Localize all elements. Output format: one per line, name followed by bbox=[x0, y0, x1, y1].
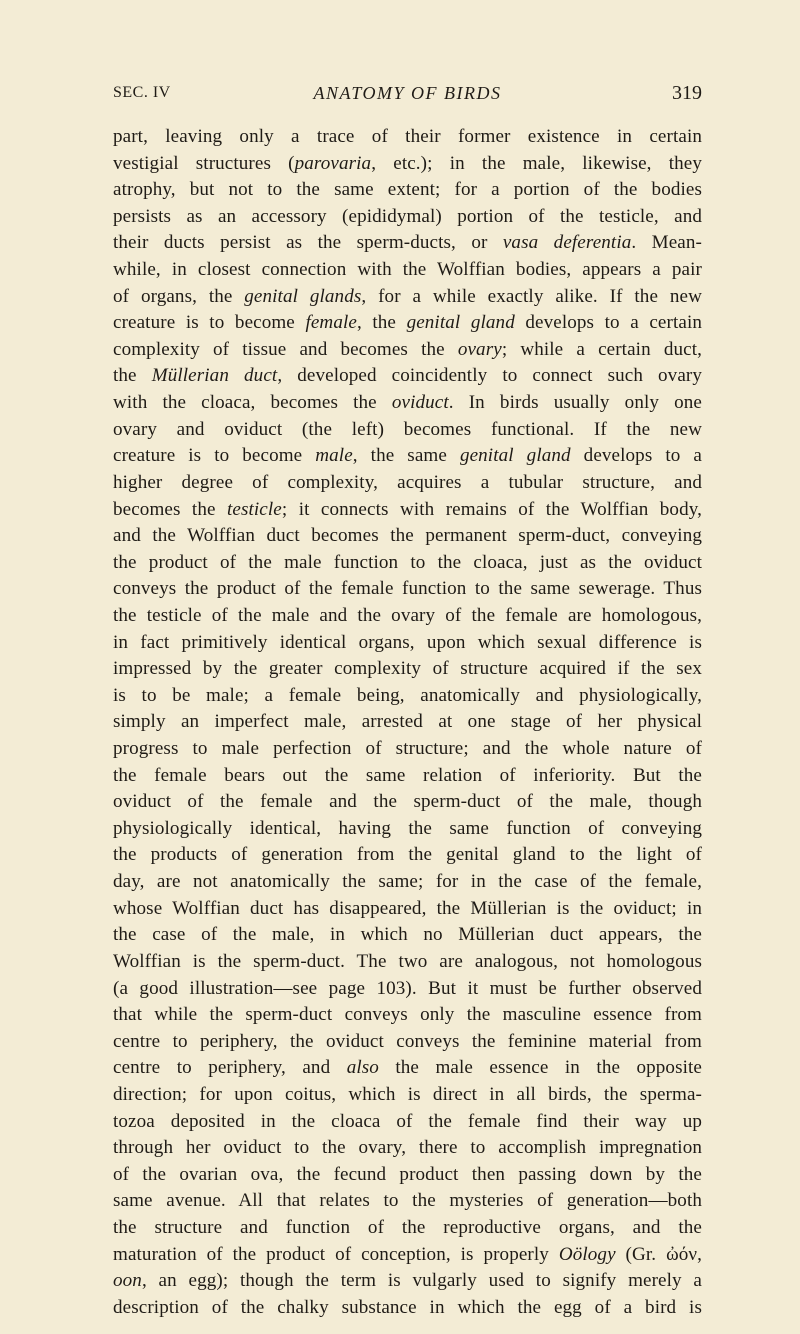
text-line: day, are not anatomically the same; for in the case of the female, bbox=[113, 871, 702, 893]
text-line: the product of the male function to the cloaca, just as the oviduct bbox=[113, 551, 702, 573]
text-line: their ducts persist as the sperm-ducts, or vasa deferentia. Mean- bbox=[113, 232, 702, 254]
text-line: conveys the product of the female function to the same sewerage. Thus bbox=[113, 578, 702, 600]
section-label: SEC. IV bbox=[113, 84, 171, 101]
text-line: impressed by the greater complexity of structure acquired if the sex bbox=[113, 658, 702, 680]
text-line: centre to periphery, and also the male essence in the opposite bbox=[113, 1057, 702, 1079]
text-line: (a good illustration—see page 103). But it must be further observed bbox=[113, 977, 702, 999]
text-line: description of the chalky substance in which the egg of a bird is bbox=[113, 1296, 702, 1318]
text-line: maturation of the product of conception, is properly Oölogy (Gr. ὠόν, bbox=[113, 1243, 703, 1265]
text-line: is to be male; a female being, anatomically and physiologically, bbox=[113, 684, 702, 706]
text-line: oviduct of the female and the sperm-duct of the male, though bbox=[113, 791, 702, 813]
text-line: creature is to become female, the genital gland develops to a certain bbox=[113, 312, 702, 334]
text-line: complexity of tissue and becomes the ovary; while a certain duct, bbox=[113, 338, 702, 360]
text-line: tozoa deposited in the cloaca of the female find their way up bbox=[113, 1110, 702, 1132]
text-line: through her oviduct to the ovary, there to accomplish impregnation bbox=[113, 1137, 702, 1159]
text-line: centre to periphery, the oviduct conveys the feminine material from bbox=[113, 1030, 702, 1052]
text-line: whose Wolffian duct has disappeared, the Müllerian is the oviduct; in bbox=[113, 897, 702, 919]
text-line: oon, an egg); though the term is vulgarly used to signify merely a bbox=[113, 1270, 702, 1292]
text-line: in fact primitively identical organs, upon which sexual difference is bbox=[113, 631, 702, 653]
text-line: part, leaving only a trace of their former existence in certain bbox=[113, 126, 702, 147]
running-title: ANATOMY OF BIRDS bbox=[313, 83, 502, 103]
text-line: Wolffian is the sperm-duct. The two are analogous, not homologous bbox=[113, 950, 702, 972]
text-line: while, in closest connection with the Wolffian bodies, appears a pair bbox=[113, 259, 702, 281]
text-line: the Müllerian duct, developed coincidently to connect such ovary bbox=[113, 365, 702, 387]
text-line: the products of generation from the genital gland to the light of bbox=[113, 844, 702, 866]
text-line: creature is to become male, the same genital gland develops to a bbox=[113, 445, 702, 467]
text-line: with the cloaca, becomes the oviduct. In birds usually only one bbox=[113, 392, 702, 414]
page-number: 319 bbox=[672, 82, 702, 104]
text-line: the structure and function of the reproductive organs, and the bbox=[113, 1216, 702, 1238]
running-header bbox=[113, 78, 702, 108]
text-line: ovary and oviduct (the left) becomes functional. If the new bbox=[113, 418, 702, 440]
text-line: that while the sperm-duct conveys only the masculine essence from bbox=[113, 1004, 702, 1026]
text-line: the female bears out the same relation of inferiority. But the bbox=[113, 764, 702, 786]
text-line: direction; for upon coitus, which is direct in all birds, the sperma- bbox=[113, 1083, 702, 1105]
body-paragraph bbox=[113, 124, 702, 1321]
text-line: the testicle of the male and the ovary of the female are homologous, bbox=[113, 604, 702, 626]
text-line: vestigial structures (parovaria, etc.); in the male, likewise, they bbox=[113, 152, 703, 174]
text-line: and the Wolffian duct becomes the permanent sperm-duct, conveying bbox=[113, 525, 702, 547]
text-line: of organs, the genital glands, for a while exactly alike. If the new bbox=[113, 285, 702, 307]
text-line: becomes the testicle; it connects with remains of the Wolffian body, bbox=[113, 498, 702, 520]
text-line: persists as an accessory (epididymal) portion of the testicle, and bbox=[113, 205, 702, 227]
text-line: higher degree of complexity, acquires a tubular structure, and bbox=[113, 471, 702, 493]
text-line: same avenue. All that relates to the mysteries of generation—both bbox=[113, 1190, 702, 1212]
text-line: progress to male perfection of structure; and the whole nature of bbox=[113, 738, 702, 760]
text-line: physiologically identical, having the same function of conveying bbox=[113, 817, 702, 839]
text-line: of the ovarian ova, the fecund product then passing down by the bbox=[113, 1163, 702, 1185]
text-line: simply an imperfect male, arrested at one stage of her physical bbox=[113, 711, 702, 733]
text-line: the case of the male, in which no Müllerian duct appears, the bbox=[113, 924, 702, 946]
text-line: atrophy, but not to the same extent; for a portion of the bodies bbox=[113, 179, 702, 201]
